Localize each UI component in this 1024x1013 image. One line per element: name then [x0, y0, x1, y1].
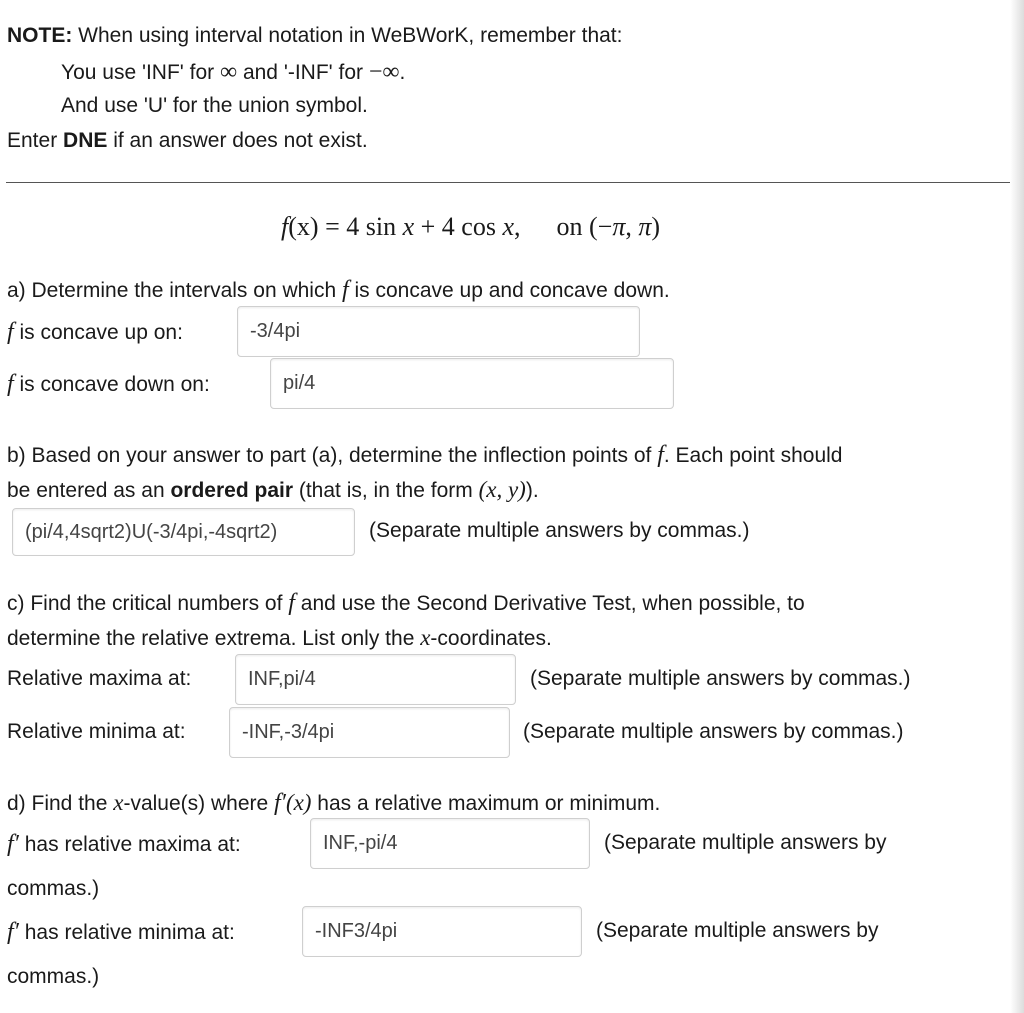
relative-max-input[interactable]: INF,pi/4 [235, 654, 516, 705]
part-c-text-2a: determine the relative extrema. List only the [7, 627, 421, 650]
part-b-line-1 [7, 443, 842, 467]
part-a-f: f [342, 277, 349, 303]
concave-up-input[interactable]: -3/4pi [237, 306, 640, 357]
note-label: NOTE: [7, 24, 73, 47]
concave-down-input[interactable]: pi/4 [270, 358, 674, 409]
part-b-text-2b: (that is, in the form [293, 479, 479, 502]
fprime-min-text: has relative minima at: [18, 921, 235, 944]
part-d-x: x [113, 790, 124, 815]
fprime-max-label [7, 832, 241, 856]
inflection-points-input[interactable]: (pi/4,4sqrt2)U(-3/4pi,-4sqrt2) [12, 508, 355, 556]
note-text-3: And use 'U' for the union symbol. [61, 94, 368, 117]
domain-label: on (− [556, 212, 613, 241]
function-x2: x [502, 212, 514, 241]
note-line-1 [7, 25, 622, 46]
inflection-hint: (Separate multiple answers by commas.) [369, 519, 750, 542]
concave-up-text: is concave up on: [13, 321, 183, 344]
part-c-x: x [420, 625, 431, 650]
function-x1: x [402, 212, 415, 241]
relative-min-hint: (Separate multiple answers by commas.) [523, 720, 904, 743]
fprime-min-input[interactable]: -INF3/4pi [302, 906, 582, 957]
part-a-question [7, 278, 670, 302]
fprime-min-f: f′ [7, 919, 19, 945]
pi-2: π [638, 212, 652, 241]
dne-keyword: DNE [63, 129, 108, 152]
function-comma: , [514, 212, 521, 241]
function-term-2: + 4 cos [414, 212, 503, 241]
part-d-text-1b: -value(s) where [123, 792, 275, 815]
part-c-line-1 [7, 591, 805, 615]
divider [6, 182, 1010, 183]
part-b-text-2c: ). [525, 479, 539, 502]
part-b-line-2 [7, 478, 539, 501]
part-c-line-2 [7, 626, 552, 649]
part-c-text-1a: c) Find the critical numbers of [7, 592, 289, 615]
concave-up-label [7, 320, 183, 344]
relative-max-hint: (Separate multiple answers by commas.) [530, 667, 911, 690]
fprime-max-text: has relative maxima at: [18, 833, 241, 856]
neg-infinity-symbol: −∞ [368, 59, 400, 85]
fprime-min-label [7, 920, 235, 944]
fprime-min-hint-cont: commas.) [7, 965, 100, 988]
part-b-text-1a: b) Based on your answer to part (a), determine the inflection points of [7, 444, 658, 467]
domain-sep: , [625, 212, 639, 241]
page-edge-shadow [1010, 0, 1024, 1013]
note-line-4 [7, 130, 368, 151]
relative-min-input[interactable]: -INF,-3/4pi [229, 707, 510, 758]
part-d-text-1c: has a relative maximum or minimum. [311, 792, 661, 815]
part-b-text-1b: . Each point should [663, 444, 843, 467]
note-line-2 [61, 60, 405, 84]
note-text-4b: if an answer does not exist. [107, 129, 368, 152]
pair-form: (x, y) [478, 477, 526, 502]
part-b-f: f [657, 442, 664, 468]
part-c-text-2b: -coordinates. [430, 627, 552, 650]
infinity-symbol: ∞ [220, 59, 238, 85]
ordered-pair-keyword: ordered pair [170, 479, 294, 502]
note-line-3 [61, 95, 368, 116]
function-arg: (x) [288, 212, 319, 241]
function-term-1: = 4 sin [318, 212, 403, 241]
fprime-max-hint: (Separate multiple answers by [604, 831, 887, 854]
part-d-fprime-arg: (x) [285, 790, 312, 815]
note-text-4a: Enter [7, 129, 64, 152]
part-d-line-1 [7, 791, 660, 815]
part-a-text-1: a) Determine the intervals on which [7, 279, 342, 302]
part-d-fprime: f′ [274, 790, 286, 816]
part-c-text-1b: and use the Second Derivative Test, when possible, to [294, 592, 805, 615]
concave-down-label [7, 372, 210, 396]
function-f: f [281, 212, 289, 241]
function-definition [281, 214, 660, 240]
note-text-2c: . [399, 61, 406, 84]
concave-down-text: is concave down on: [13, 373, 210, 396]
concave-down-f: f [7, 371, 14, 397]
relative-min-label: Relative minima at: [7, 720, 186, 743]
fprime-max-hint-cont: commas.) [7, 877, 100, 900]
note-text-2a: You use 'INF' for [61, 61, 220, 84]
concave-up-f: f [7, 319, 14, 345]
fprime-max-f: f′ [7, 831, 19, 857]
note-text-2b: and '-INF' for [237, 61, 369, 84]
part-a-text-2: is concave up and concave down. [348, 279, 670, 302]
part-c-f: f [288, 590, 295, 616]
fprime-min-hint: (Separate multiple answers by [596, 919, 879, 942]
note-text-1: When using interval notation in WeBWorK, remember that: [72, 24, 623, 47]
part-d-text-1a: d) Find the [7, 792, 114, 815]
relative-max-label: Relative maxima at: [7, 667, 192, 690]
domain-close: ) [651, 212, 661, 241]
pi-1: π [612, 212, 626, 241]
part-b-text-2a: be entered as an [7, 479, 171, 502]
fprime-max-input[interactable]: INF,-pi/4 [310, 818, 590, 869]
